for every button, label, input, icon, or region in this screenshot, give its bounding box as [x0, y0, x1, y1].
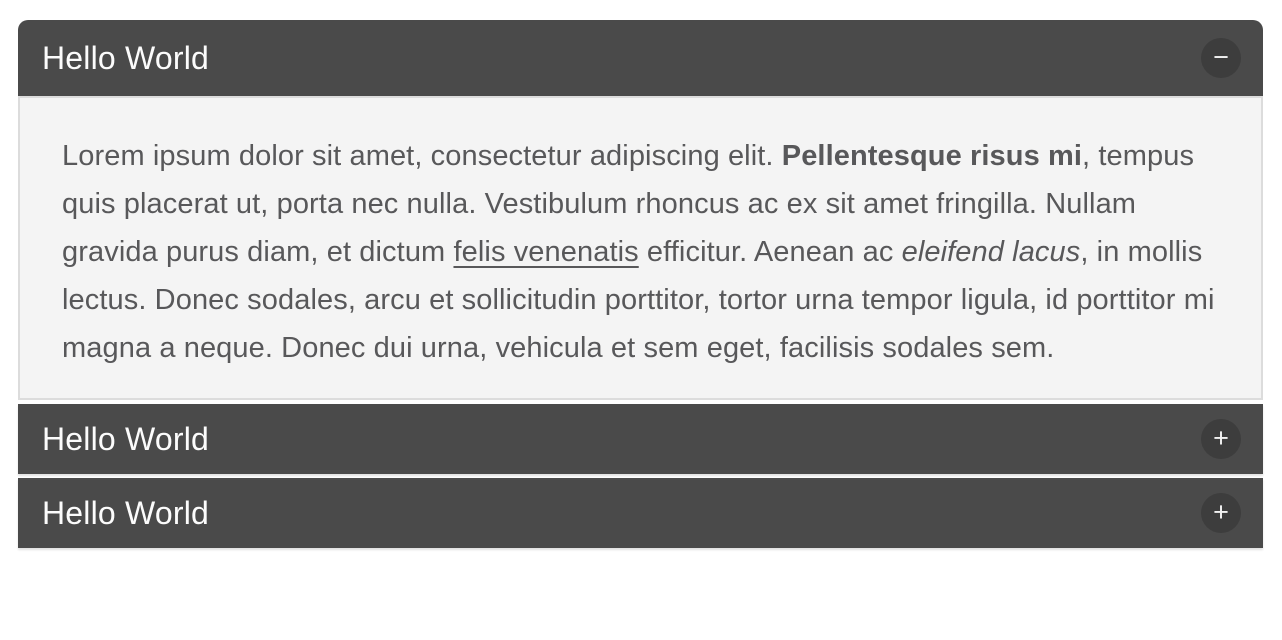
collapse-toggle-button[interactable]	[1201, 38, 1241, 78]
expand-toggle-button[interactable]	[1201, 419, 1241, 459]
accordion-header-2[interactable]	[18, 404, 1263, 474]
minus-icon: −	[1213, 41, 1229, 72]
accordion-header-1[interactable]	[18, 20, 1263, 96]
plus-icon: +	[1213, 422, 1229, 453]
accordion-title: Hello World	[42, 39, 209, 76]
accordion-item-1	[18, 20, 1263, 400]
accordion-item-3	[18, 478, 1263, 548]
plus-icon: +	[1213, 496, 1229, 527]
accordion-title: Hello World	[42, 420, 209, 457]
accordion-title: Hello World	[42, 494, 209, 531]
accordion-item-2	[18, 404, 1263, 474]
expand-toggle-button[interactable]	[1201, 493, 1241, 533]
accordion-header-3[interactable]	[18, 478, 1263, 548]
accordion	[18, 20, 1263, 548]
accordion-panel	[18, 96, 1263, 400]
panel-paragraph: Lorem ipsum dolor sit amet, consectetur adipiscing elit. Pellentesque risus mi, tempus quis placerat ut, porta nec nulla. Vestibulum rhoncus ac ex sit amet fringilla. Nullam gravida purus diam, et dictum felis venenatis efficitur. Aenean ac eleifend lacus, in mollis lectus. Donec sodales, arcu et sollicitudin porttitor, tortor urna tempor ligula, id porttitor mi magna a neque. Donec dui urna, vehicula et sem eget, facilisis sodales sem.	[62, 140, 1215, 364]
